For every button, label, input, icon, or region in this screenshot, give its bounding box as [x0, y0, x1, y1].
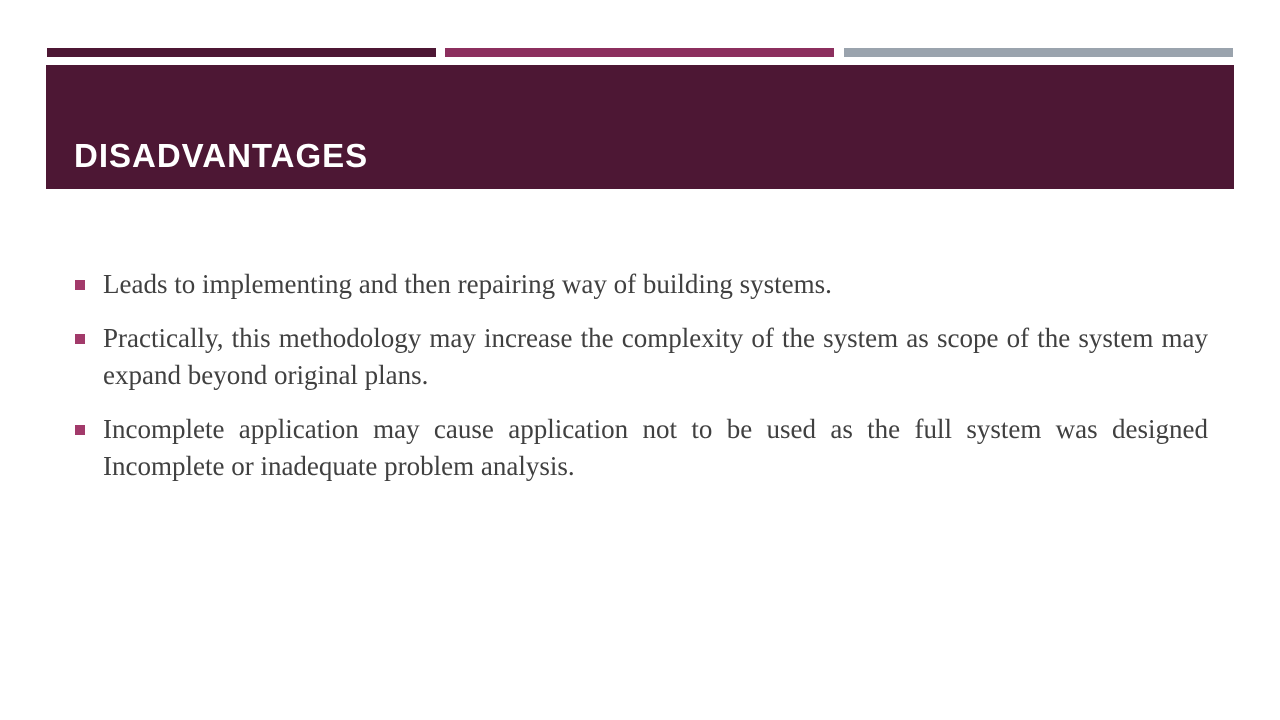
accent-bar-dark: [47, 48, 436, 57]
bullet-item: [72, 320, 1208, 394]
square-bullet-icon: [75, 280, 85, 290]
slide-title: DISADVANTAGES: [74, 137, 369, 174]
accent-bar-gray: [844, 48, 1233, 57]
square-bullet-icon: [75, 334, 85, 344]
bullet-text: Incomplete application may cause application not to be used as the full system was designed Incomplete or inadequate problem analysis.: [103, 414, 1208, 481]
bullet-text: Practically, this methodology may increase the complexity of the system as scope of the system may expand beyond original plans.: [103, 323, 1208, 390]
bullet-item: [72, 411, 1208, 485]
bullet-text: Leads to implementing and then repairing way of building systems.: [103, 269, 832, 299]
accent-bar-magenta: [445, 48, 834, 57]
title-band: [46, 65, 1234, 189]
bullet-list: [72, 266, 1208, 502]
square-bullet-icon: [75, 425, 85, 435]
bullet-item: [72, 266, 1208, 303]
